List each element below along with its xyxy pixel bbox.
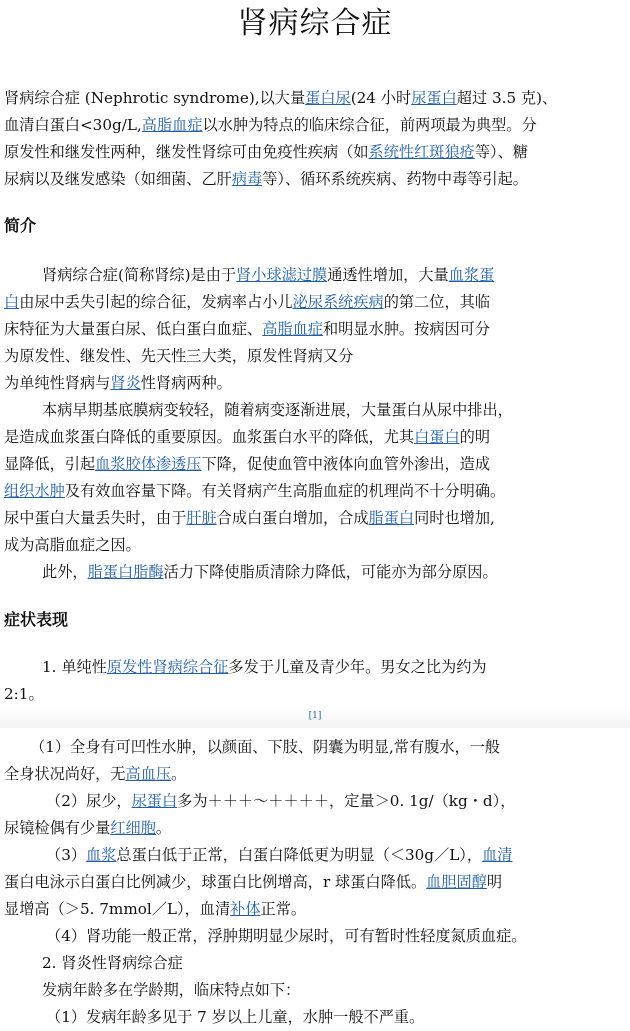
text: 正常。 <box>260 900 307 918</box>
text: 明 <box>486 873 503 891</box>
text: 合成白蛋白增加，合成 <box>216 509 369 527</box>
text: 原发性和继发性两种，继发性肾综可由免疫性疾病（如 <box>4 143 369 161</box>
s1-line-4: 为原发性、继发性、先天性三大类，原发性肾病又分 <box>4 347 354 365</box>
text: 1. 单纯性 <box>42 658 107 676</box>
text: 等）、循环系统疾病、药物中毒等引起。 <box>262 170 528 188</box>
s1-line-10 <box>4 505 495 531</box>
s2-line-13: （1）发病年龄多见于 7 岁以上儿童，水肿一般不严重。 <box>46 1008 425 1026</box>
link-lipoprotein-lipase[interactable]: 脂蛋白脂酶 <box>87 563 164 581</box>
link-glomerular-membrane[interactable]: 肾小球滤过膜 <box>236 266 328 284</box>
section-heading-intro: 简介 <box>4 216 37 235</box>
s2-line-7 <box>46 842 512 868</box>
text: 。 <box>155 819 172 837</box>
link-urine-protein[interactable]: 尿蛋白 <box>411 89 457 107</box>
text: 蛋白电泳示白蛋白比例减少，球蛋白比例增高，r 球蛋白降低。 <box>4 873 427 891</box>
s2-line-1 <box>42 654 487 680</box>
link-blood-cholesterol[interactable]: 血胆固醇 <box>426 873 487 891</box>
link-colloid-osmotic-pressure[interactable]: 血浆胶体渗透压 <box>95 455 202 473</box>
text: 尿病以及继发感染（如细菌、乙肝 <box>4 170 232 188</box>
s2-line-5 <box>46 788 515 814</box>
text: 是造成血浆蛋白降低的重要原因。血浆蛋白水平的降低，尤其 <box>4 428 415 446</box>
text: 的第二位，其临 <box>383 293 490 311</box>
text: 等）、糖 <box>474 143 528 161</box>
text: （2）尿少， <box>46 792 132 810</box>
section-heading-symptoms: 症状表现 <box>4 610 69 629</box>
s2-line-3: （1）全身有可凹性水肿，以颜面、下肢、阴囊为明显,常有腹水，一般 <box>30 738 501 756</box>
reference-link[interactable]: [1] <box>308 711 322 721</box>
link-lupus[interactable]: 系统性红斑狼疮 <box>368 143 475 161</box>
link-virus[interactable]: 病毒 <box>231 170 263 188</box>
link-hypertension[interactable]: 高血压 <box>125 765 172 783</box>
link-plasma-protein-cont[interactable]: 白 <box>4 293 20 311</box>
link-nephritis[interactable]: 肾炎 <box>110 374 141 392</box>
link-serum[interactable]: 血清 <box>482 846 513 864</box>
text: 此外， <box>42 563 88 581</box>
text: 超过 3.5 克)、 <box>456 89 558 107</box>
link-hyperlipidemia-2[interactable]: 高脂血症 <box>262 320 323 338</box>
intro-line-3 <box>4 139 528 165</box>
s1-line-6: 本病早期基底膜病变较轻，随着病变逐渐进展，大量蛋白从尿中排出， <box>42 401 513 419</box>
text: 以水肿为特点的临床综合征，前两项最为典型。分 <box>202 116 537 134</box>
s1-line-8 <box>4 451 490 477</box>
s2-line-12: 发病年龄多在学龄期，临床特点如下： <box>42 981 301 999</box>
intro-line-2 <box>4 112 537 138</box>
text: 肾病综合症(简称肾综)是由于 <box>42 266 237 284</box>
link-plasma[interactable]: 血浆 <box>86 846 117 864</box>
text: 通透性增加，大量 <box>327 266 449 284</box>
text: 由尿中丢失引起的综合征，发病率占小儿 <box>19 293 293 311</box>
text: 总蛋白低于正常，白蛋白降低更为明显（＜30g／L）， <box>116 846 483 864</box>
text: 的明 <box>459 428 490 446</box>
text: 床特征为大量蛋白尿、低白蛋白血症、 <box>4 320 263 338</box>
s2-line-2: 2:1。 <box>4 685 44 703</box>
s1-line-7 <box>4 424 490 450</box>
text: 和明显水肿。按病因可分 <box>322 320 490 338</box>
link-liver[interactable]: 肝脏 <box>186 509 217 527</box>
s1-line-3 <box>4 316 490 342</box>
text: 全身状况尚好，无 <box>4 765 126 783</box>
text: 多为＋＋＋～＋＋＋＋，定量＞0. 1g/（kg・d）， <box>177 792 516 810</box>
s2-line-9 <box>4 896 306 922</box>
link-urinary-disease[interactable]: 泌尿系统疾病 <box>292 293 384 311</box>
text: 显降低，引起 <box>4 455 96 473</box>
text: 多发于儿童及青少年。男女之比为约为 <box>228 658 487 676</box>
s1-line-9 <box>4 478 505 504</box>
s1-line-5 <box>4 370 232 396</box>
intro-line-4 <box>4 166 528 192</box>
text: 显增高（＞5. 7mmol／L），血清 <box>4 900 231 918</box>
s2-line-4 <box>4 761 186 787</box>
link-primary-nephrotic-syndrome[interactable]: 原发性肾病综合征 <box>106 658 229 676</box>
text: 肾病综合症 (Nephrotic syndrome),以大量 <box>4 89 306 107</box>
link-complement[interactable]: 补体 <box>230 900 261 918</box>
link-lipoprotein[interactable]: 脂蛋白 <box>368 509 415 527</box>
text: 同时也增加, <box>414 509 495 527</box>
text: 为单纯性肾病与 <box>4 374 111 392</box>
link-proteinuria[interactable]: 蛋白尿 <box>305 89 351 107</box>
link-red-blood-cell[interactable]: 红细胞 <box>110 819 156 837</box>
text: 活力下降使脂质清除力降低，可能亦为部分原因。 <box>163 563 498 581</box>
s2-line-8 <box>4 869 502 895</box>
s2-line-11: 2. 肾炎性肾病综合症 <box>42 954 183 972</box>
s2-line-6 <box>4 815 171 841</box>
text: 尿中蛋白大量丢失时，由于 <box>4 509 187 527</box>
s1-line-1 <box>42 262 494 288</box>
text: 。 <box>171 765 187 783</box>
text: （3） <box>46 846 87 864</box>
text: 性肾病两种。 <box>140 374 232 392</box>
text: (24 小时 <box>350 89 412 107</box>
s1-line-2 <box>4 289 490 315</box>
intro-line-1 <box>4 85 557 111</box>
s1-line-12 <box>42 559 498 585</box>
link-plasma-protein[interactable]: 血浆蛋 <box>448 266 495 284</box>
link-tissue-edema[interactable]: 组织水肿 <box>4 482 65 500</box>
page-title: 肾病综合症 <box>237 6 393 41</box>
s1-line-11: 成为高脂血症之因。 <box>4 536 141 554</box>
text: 血清白蛋白<30g/L, <box>4 116 142 134</box>
link-albumin[interactable]: 白蛋白 <box>414 428 460 446</box>
text: 尿镜检偶有少量 <box>4 819 111 837</box>
s2-line-10: （4）肾功能一般正常，浮肿期明显少尿时，可有暂时性轻度氮质血症。 <box>46 927 527 945</box>
text: 及有效血容量下降。有关肾病产生高脂血症的机理尚不十分明确。 <box>64 482 506 500</box>
text: 下降，促使血管中液体向血管外渗出，造成 <box>201 455 490 473</box>
link-urine-protein-2[interactable]: 尿蛋白 <box>131 792 178 810</box>
link-hyperlipidemia[interactable]: 高脂血症 <box>141 116 203 134</box>
